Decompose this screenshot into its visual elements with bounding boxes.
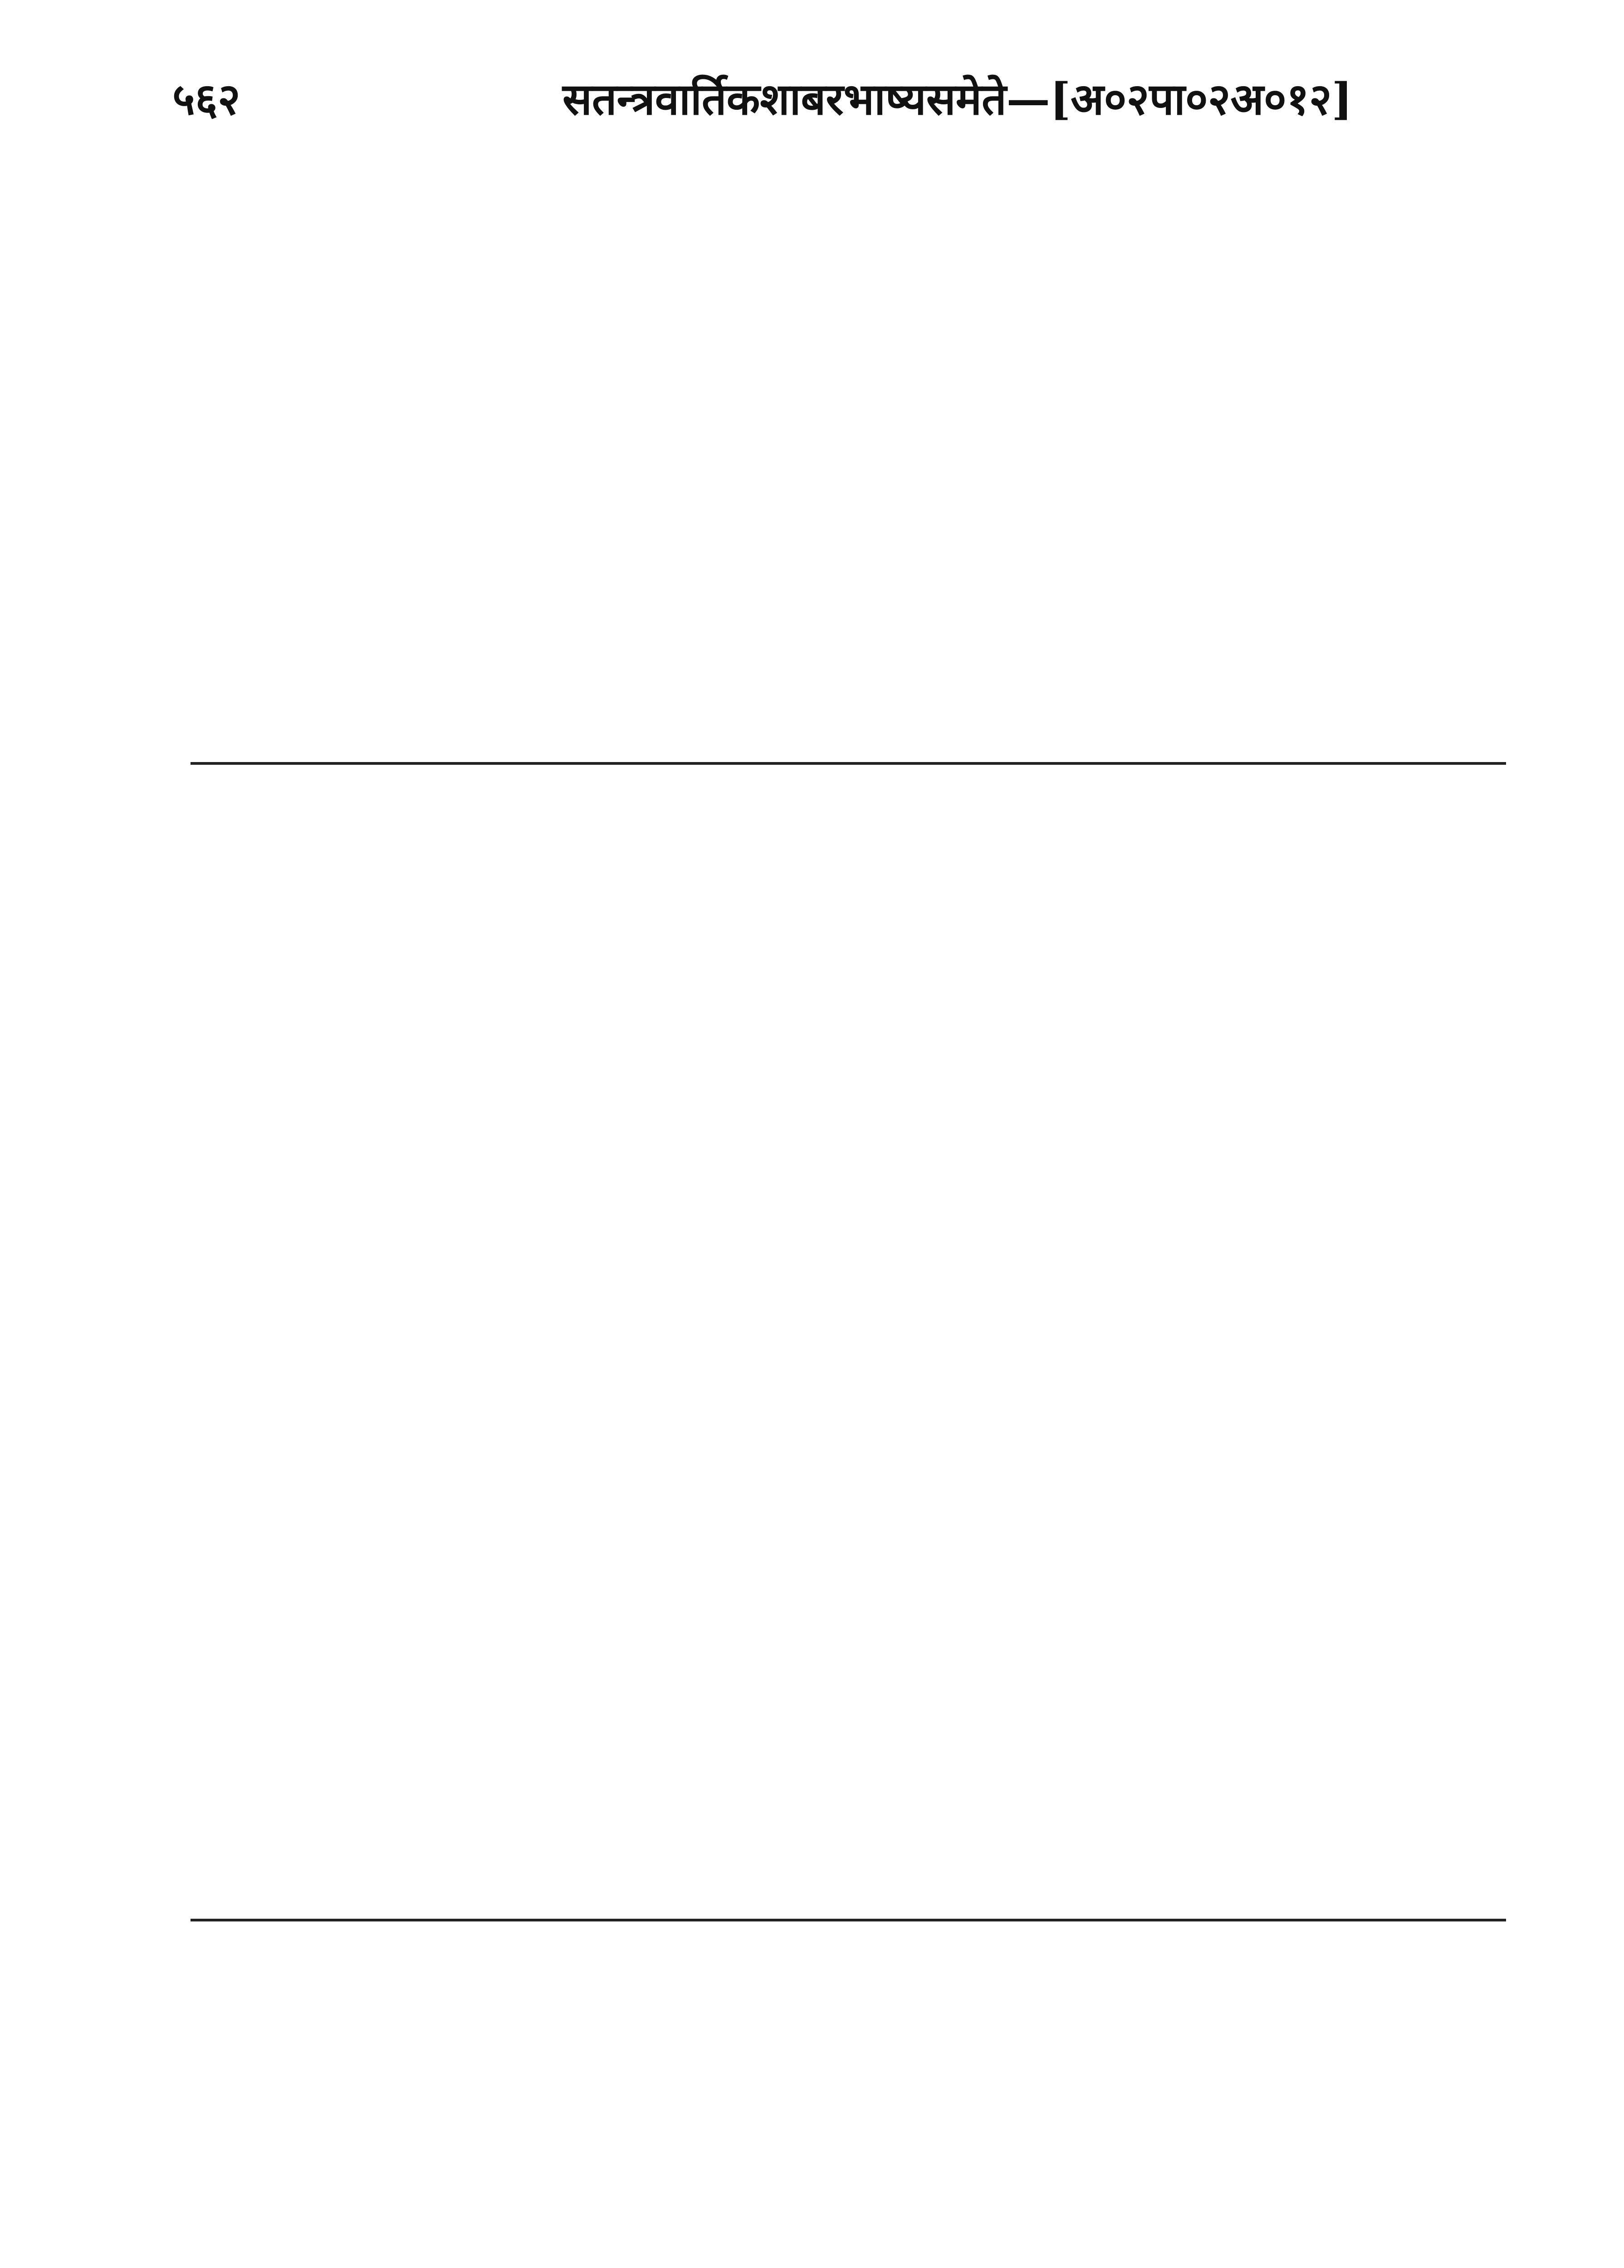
footnote-line: [200, 2200, 1497, 2247]
divider-footnotes: [191, 1919, 1506, 1921]
text-line: [200, 1799, 1497, 1857]
text-line: [200, 1857, 1497, 1915]
text-line: [200, 986, 1497, 1044]
text-line: [200, 1044, 1497, 1102]
footnote-line: [200, 2106, 1497, 2153]
text-line: [200, 1393, 1497, 1451]
footnote-line: [200, 2011, 1497, 2058]
text-line: [200, 431, 1497, 494]
text-line: [200, 1334, 1497, 1393]
text-line: [200, 367, 1497, 431]
text-line: [200, 621, 1497, 685]
text-line: [200, 494, 1497, 558]
text-line: [200, 1102, 1497, 1160]
page-number: ५६२: [172, 73, 240, 125]
text-line: [200, 1625, 1497, 1683]
text-line: [200, 1160, 1497, 1218]
text-line: [200, 1683, 1497, 1741]
text-line: [200, 1509, 1497, 1567]
text-line: [200, 1451, 1497, 1509]
text-line: [200, 870, 1497, 928]
page-header: [172, 68, 1488, 127]
main-text-block: [200, 812, 1497, 1973]
text-line: [200, 928, 1497, 986]
footnotes-block: [200, 1964, 1497, 2247]
text-line: [200, 240, 1497, 304]
footnote-line: [200, 1964, 1497, 2011]
text-line: [200, 1218, 1497, 1276]
text-line: [200, 1567, 1497, 1625]
text-line: [200, 1741, 1497, 1799]
running-title: सतन्त्रवार्तिकशाबरभाष्यसमेते—[अ०२पा०२अ०१२]: [563, 73, 1353, 125]
footnote-line: [200, 2058, 1497, 2106]
text-line: [200, 812, 1497, 870]
footnote-line: [200, 2153, 1497, 2200]
divider-upper: [191, 762, 1506, 765]
text-line: [200, 558, 1497, 621]
text-line: [200, 304, 1497, 367]
text-line: [200, 177, 1497, 240]
upper-text-block: [200, 177, 1497, 685]
text-line: [200, 1276, 1497, 1334]
